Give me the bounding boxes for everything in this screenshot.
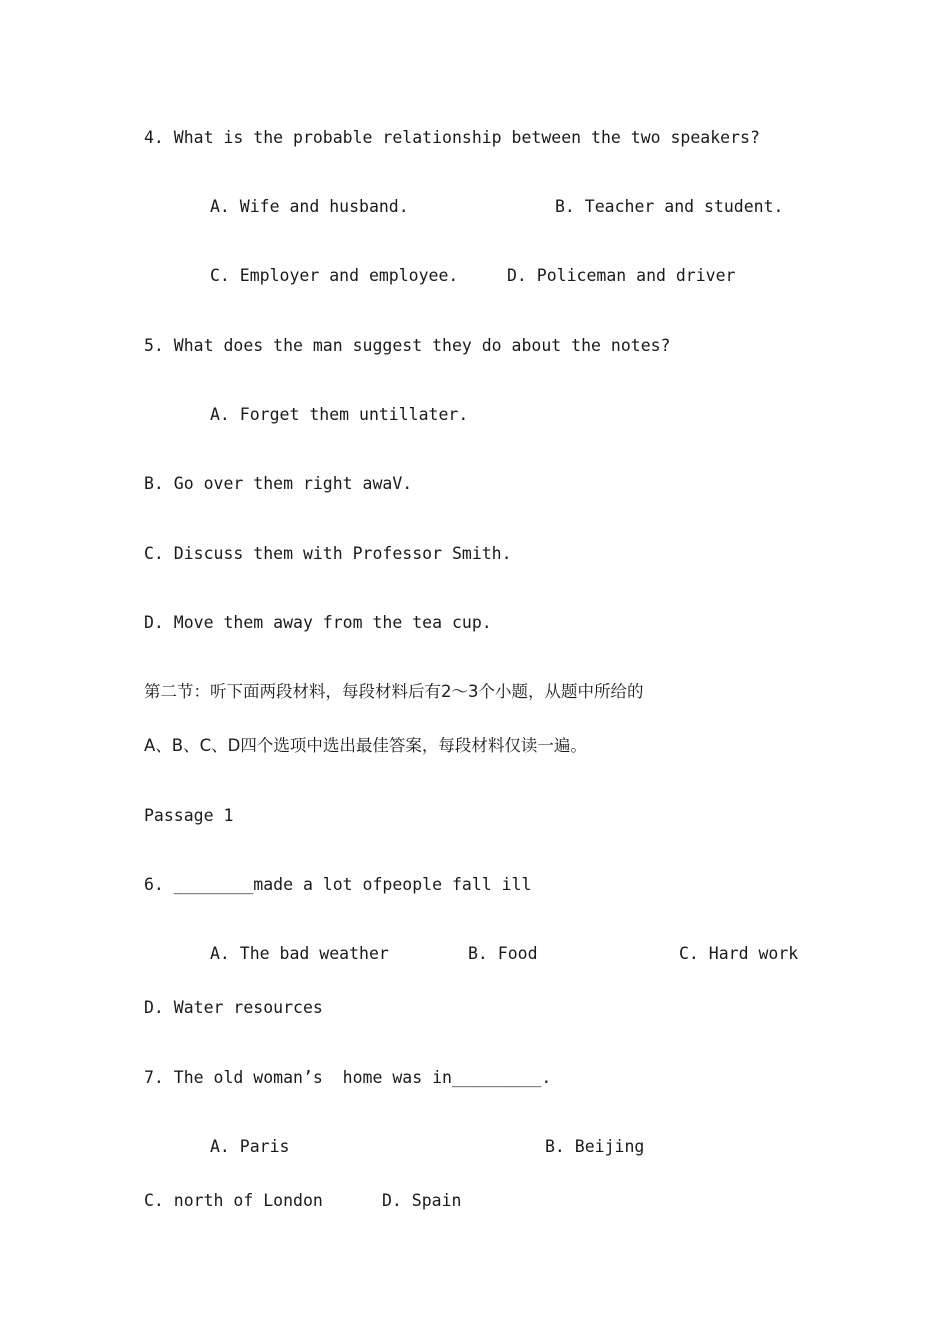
q6-option-d: D. Water resources xyxy=(144,998,323,1017)
q7-stem: 7. The old woman’s home was in_________. xyxy=(144,1068,552,1087)
q5-option-c: C. Discuss them with Professor Smith. xyxy=(144,544,512,563)
q4-option-d: D. Policeman and driver xyxy=(507,266,736,285)
q5-option-d: D. Move them away from the tea cup. xyxy=(144,613,492,632)
q6-option-a: A. The bad weather xyxy=(210,944,389,963)
q4-option-a: A. Wife and husband. xyxy=(210,197,409,216)
q4-option-c: C. Employer and employee. xyxy=(210,266,459,285)
q4-stem: 4. What is the probable relationship between the two speakers? xyxy=(144,128,760,147)
q4-option-b: B. Teacher and student. xyxy=(555,197,784,216)
q7-option-c: C. north of London xyxy=(144,1191,323,1210)
q5-option-b: B. Go over them right awaV. xyxy=(144,474,413,493)
passage1-title: Passage 1 xyxy=(144,806,234,825)
q6-stem: 6. ________made a lot ofpeople fall ill xyxy=(144,875,532,894)
q6-option-b: B. Food xyxy=(468,944,538,963)
q5-stem: 5. What does the man suggest they do about the notes? xyxy=(144,336,671,355)
section2-instructions-line2: A、B、C、D四个选项中选出最佳答案，每段材料仅读一遍。 xyxy=(144,736,587,755)
q7-option-d: D. Spain xyxy=(382,1191,462,1210)
q7-option-b: B. Beijing xyxy=(545,1137,645,1156)
q7-option-a: A. Paris xyxy=(210,1137,290,1156)
q5-option-a: A. Forget them untillater. xyxy=(210,405,469,424)
section2-instructions-line1: 第二节：听下面两段材料，每段材料后有2～3个小题，从题中所给的 xyxy=(144,682,644,701)
q6-option-c: C. Hard work xyxy=(679,944,799,963)
